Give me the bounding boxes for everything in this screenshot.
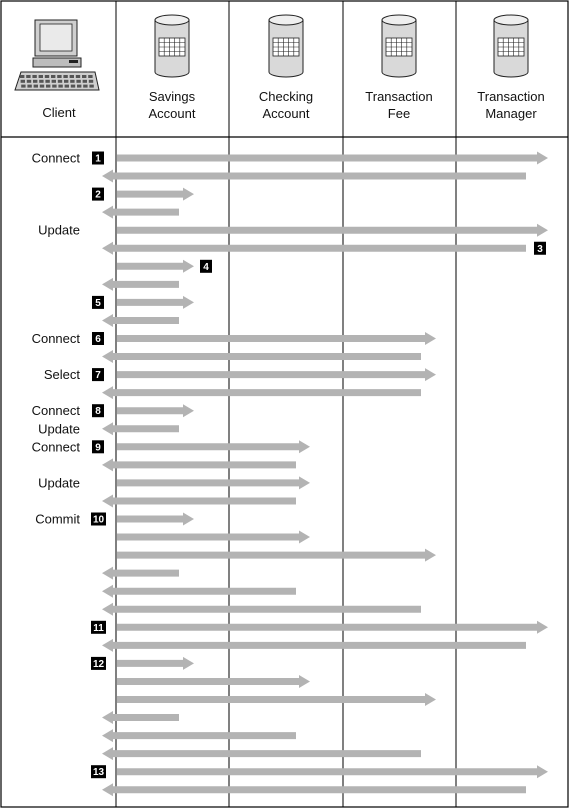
arrow-right-to-savings: [117, 513, 194, 526]
arrow-right-to-checking: [117, 675, 310, 688]
arrow-right-to-manager: [117, 152, 548, 165]
column-label-savings: Account: [148, 106, 196, 121]
arrow-left-from-savings: [102, 422, 179, 435]
arrow-left-from-savings: [102, 278, 179, 291]
arrow-left-from-savings: [102, 314, 179, 327]
step-badge: [92, 188, 104, 201]
column-label-manager: Manager: [485, 106, 537, 121]
computer-icon: [15, 20, 99, 90]
arrow-left-from-checking: [102, 729, 296, 742]
participant-header: [15, 15, 545, 121]
arrow-right-to-checking: [117, 531, 310, 544]
step-badge: [91, 765, 106, 778]
arrow-right-to-savings: [117, 260, 194, 273]
step-label: Update: [38, 421, 80, 437]
arrow-left-from-manager: [102, 639, 526, 652]
arrow-right-to-manager: [117, 224, 548, 237]
database-icon: [155, 15, 189, 77]
column-label-manager: Transaction: [477, 89, 545, 104]
arrow-left-from-checking: [102, 585, 296, 598]
arrow-right-to-savings: [117, 188, 194, 201]
step-label: Connect: [31, 439, 80, 455]
arrow-right-to-savings: [117, 657, 194, 670]
diagram-frame: [1, 1, 568, 807]
arrow-right-to-fee: [117, 332, 436, 345]
arrow-left-from-fee: [102, 603, 421, 616]
arrow-right-to-savings: [117, 404, 194, 417]
arrow-right-to-manager: [117, 765, 548, 778]
arrow-left-from-manager: [102, 170, 526, 183]
step-number: 13: [92, 767, 105, 779]
step-number: 12: [92, 658, 105, 670]
step-badge: [91, 621, 106, 634]
arrow-left-from-savings: [102, 567, 179, 580]
step-number: 1: [95, 153, 101, 165]
column-label-checking: Account: [262, 106, 310, 121]
database-icon: [494, 15, 528, 77]
message-arrows: [102, 152, 548, 797]
step-label: Connect: [31, 150, 80, 166]
step-label: Connect: [31, 331, 80, 346]
step-number: 3: [537, 243, 543, 255]
step-label: Update: [38, 475, 80, 491]
arrow-right-to-savings: [117, 296, 194, 309]
step-number: 7: [95, 370, 101, 382]
arrow-left-from-savings: [102, 206, 179, 219]
step-badge: [92, 152, 104, 165]
step-badge: [92, 440, 104, 453]
step-label: Connect: [31, 403, 80, 419]
column-label-fee: Transaction: [365, 89, 433, 104]
database-icon: [382, 15, 416, 77]
step-label: Commit: [35, 511, 80, 527]
step-badge: [91, 513, 106, 526]
arrow-right-to-fee: [117, 368, 436, 381]
arrow-left-from-checking: [102, 458, 296, 471]
arrow-left-from-checking: [102, 494, 296, 507]
step-label: Update: [38, 222, 80, 238]
step-number: 6: [95, 334, 101, 345]
step-badge: [92, 404, 104, 417]
arrow-left-from-fee: [102, 747, 421, 760]
step-badge: [91, 657, 106, 670]
step-badge: [534, 242, 546, 255]
step-number: 4: [203, 261, 209, 273]
step-badge: [92, 368, 104, 381]
step-badge: [92, 296, 104, 309]
column-label-savings: Savings: [148, 89, 196, 104]
database-icon: [269, 15, 303, 77]
column-label-checking: Checking: [258, 89, 314, 104]
arrow-left-from-fee: [102, 350, 421, 363]
outer-border: [1, 1, 568, 807]
arrow-left-from-fee: [102, 386, 421, 399]
step-number: 9: [95, 442, 101, 454]
step-number: 10: [92, 514, 105, 526]
arrow-right-to-checking: [117, 440, 310, 453]
step-label: Select: [43, 367, 80, 383]
arrow-left-from-savings: [102, 711, 179, 724]
arrow-right-to-manager: [117, 621, 548, 634]
arrow-right-to-fee: [117, 693, 436, 706]
arrow-left-from-manager: [102, 242, 526, 255]
step-number: 11: [93, 622, 104, 634]
step-number: 8: [95, 406, 101, 418]
arrow-right-to-checking: [117, 476, 310, 489]
step-number: 5: [95, 297, 101, 309]
step-badge: [92, 332, 104, 345]
step-number: 2: [95, 189, 101, 201]
arrow-right-to-fee: [117, 549, 436, 562]
column-label-client: Client: [42, 105, 76, 120]
column-label-fee: Fee: [387, 106, 411, 121]
step-badge: [200, 260, 212, 273]
arrow-left-from-manager: [102, 783, 526, 796]
